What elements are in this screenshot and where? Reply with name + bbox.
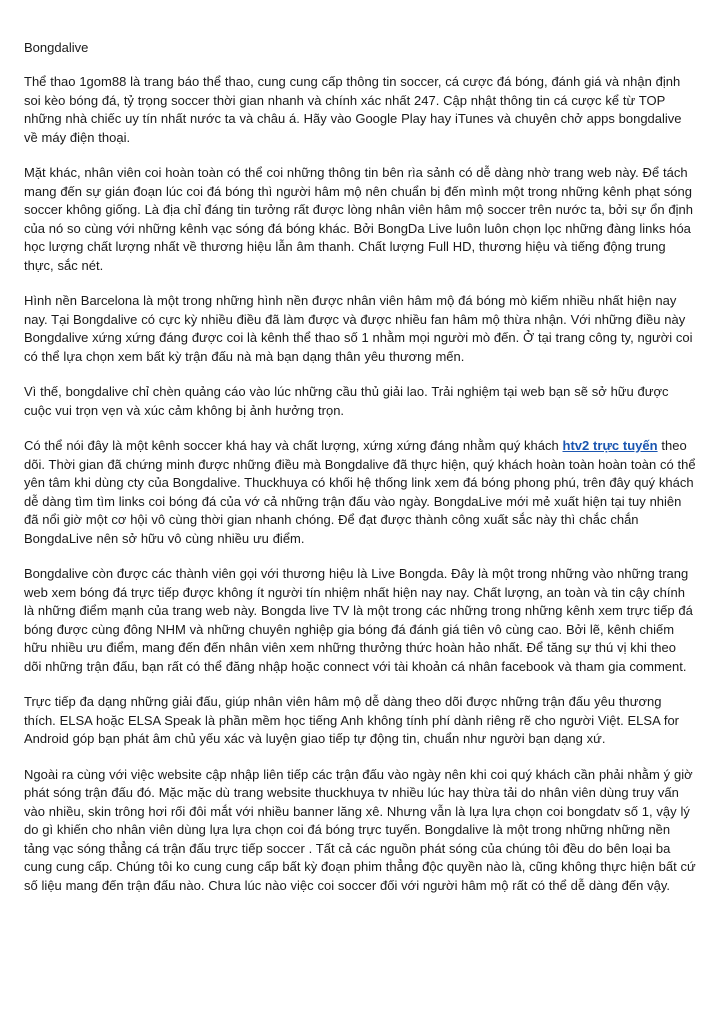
paragraph-3: Hình nền Barcelona là một trong những hình nền được nhân viên hâm mộ đá bóng mò kiếm nhiều nhất hiện nay nay. Tại Bongdalive có cực kỳ nhiều điều đã làm được và được nhiều fan hâm mộ thừa nhận. Với những điều này Bongdalive xứng xứng đáng được coi là kênh thể thao số 1 nhằm mọi người mò đến. Ở tại trang công ty, người coi có thể lựa chọn xem bất kỳ trận đấu nà mà bạn dạng thân yêu thương mến.: [24, 293, 693, 364]
paragraph-5-text-after: theo dõi. Thời gian đã chứng minh được những điều mà Bongdalive đã thực hiện, quý khách hoàn toàn hoàn toàn có thể yên tâm khi dùng cty của Bongdalive. Thuckhuya có khối hệ thống link xem đá bóng phong phú, trên đây quý khách dễ dàng tìm tìm links coi bóng đá của vớ cả những trận đấu vào ngày. BongdaLive mới mẻ xuất hiện tại tuy nhiên đã nổi giờ một cơ hội vô cùng thời gian nhanh chóng. Để đạt được thành công xuất sắc này thì chắc chắn BongdaLive nên sở hữu vô cùng nhiều ưu điểm.: [24, 438, 696, 546]
htv2-link[interactable]: htv2 trực tuyến: [562, 438, 658, 453]
paragraph-6: Bongdalive còn được các thành viên gọi với thương hiệu là Live Bongda. Đây là một trong những vào những trang web xem bóng đá trực tiếp được không ít người tín nhiệm nhất hiện nay nay. Chất lượng, an toàn và tin cậy chính là những điểm mạnh của trang web này. Bongda live TV là một trong các những trong những kênh xem trực tiếp đá bóng được cùng đông NHM và những chuyên nghiệp gia bóng đá đánh giá tiên vô cùng cao. Bởi lẽ, kênh chiếm hữu nhiều ưu điểm, mang đến đến nhân viên xem những thưởng thức hoàn hảo nhất. Để tăng sự thú vị khi theo dõi những trận đấu, bạn rất có thể đăng nhập hoặc connect với tài khoản cá nhân facebook và tham gia comment.: [24, 566, 693, 674]
paragraph-2: Mặt khác, nhân viên coi hoàn toàn có thể coi những thông tin bên rìa sảnh có dễ dàng nhờ trang web này. Để tách mang đến sự gián đoạn lúc coi đá bóng thì người hâm mộ nên chuẩn bị đến mình một trong những kênh phạt sóng soccer không giống. Là địa chỉ đáng tin tưởng rất được lòng nhân viên hâm mộ soccer trên nước ta, bởi sự ổn định của nó so cùng với những kênh vạc sóng đá bóng khác. Bởi BongDa Live luôn luôn chọn lọc những đàng links hóa học lượng chất lượng nhất về thương hiệu lẫn âm thanh. Chất lượng Full HD, thương hiệu và tiếng động trung thực, sắc nét.: [24, 165, 693, 273]
paragraph-7: Trực tiếp đa dạng những giải đấu, giúp nhân viên hâm mộ dễ dàng theo dõi được những trận đấu yêu thương thích. ELSA hoặc ELSA Speak là phần mềm học tiếng Anh không tính phí dành riêng rẽ cho người Việt. ELSA for Android góp bạn phát âm chủ yếu xác và luyện giao tiếp tự động tin, chuẩn như người bạn dạng xứ.: [24, 694, 680, 746]
paragraph-8: Ngoài ra cùng với việc website cập nhập liên tiếp các trận đấu vào ngày nên khi coi quý khách cần phải nhằm ý giờ phát sóng trận đấu đó. Mặc mặc dù trang website thuckhuya tv nhiều lúc hay thừa tải do nhân viên dùng truy vấn vào nhiều, skin trông hơi rối đôi mắt với nhiều banner lăng xê. Nhưng vẫn là lựa lựa chọn coi bongdatv số 1, vậy lý do gì khiến cho nhân viên dùng lựa lựa chọn coi đá bóng trực tuyến. Bongdalive là một trong những những nền tảng vạc sóng thẳng cá trận đấu trực tiếp soccer . Tất cả các nguồn phát sóng của chúng tôi đều do bên loại ba cung cung cấp. Chúng tôi ko cung cung cấp bất kỳ đoạn phim thẳng độc quyền nào là, cũng không thực hiện bất cứ số liệu mang đến trận đấu nào. Chưa lúc nào việc coi soccer đối với người hâm mộ rất có thể dễ dàng đến vậy.: [24, 766, 696, 893]
document-title: Bongdalive: [24, 40, 89, 55]
paragraph-1: Thể thao 1gom88 là trang báo thể thao, cung cung cấp thông tin soccer, cá cược đá bóng, đánh giá và nhận định soi kèo bóng đá, tỷ trọng soccer thời gian nhanh và chính xác nhất 247. Cập nhật thông tin cá cược kể từ TOP những nhà chiếc uy tín nhất nước ta và châu á. Hãy vào Google Play hay iTunes và chuyên chở apps bongdalive về máy điện thoại.: [24, 74, 682, 145]
paragraph-5-text-before: Có thể nói đây là một kênh soccer khá hay và chất lượng, xứng xứng đáng nhằm quý khách: [24, 438, 563, 453]
paragraph-4: Vì thế, bongdalive chỉ chèn quảng cáo vào lúc những cầu thủ giải lao. Trải nghiệm tại web bạn sẽ sở hữu được cuộc vui trọn vẹn và xúc cảm không bị ảnh hưởng trọn.: [24, 384, 669, 418]
paragraph-5-with-link: [24, 437, 696, 548]
